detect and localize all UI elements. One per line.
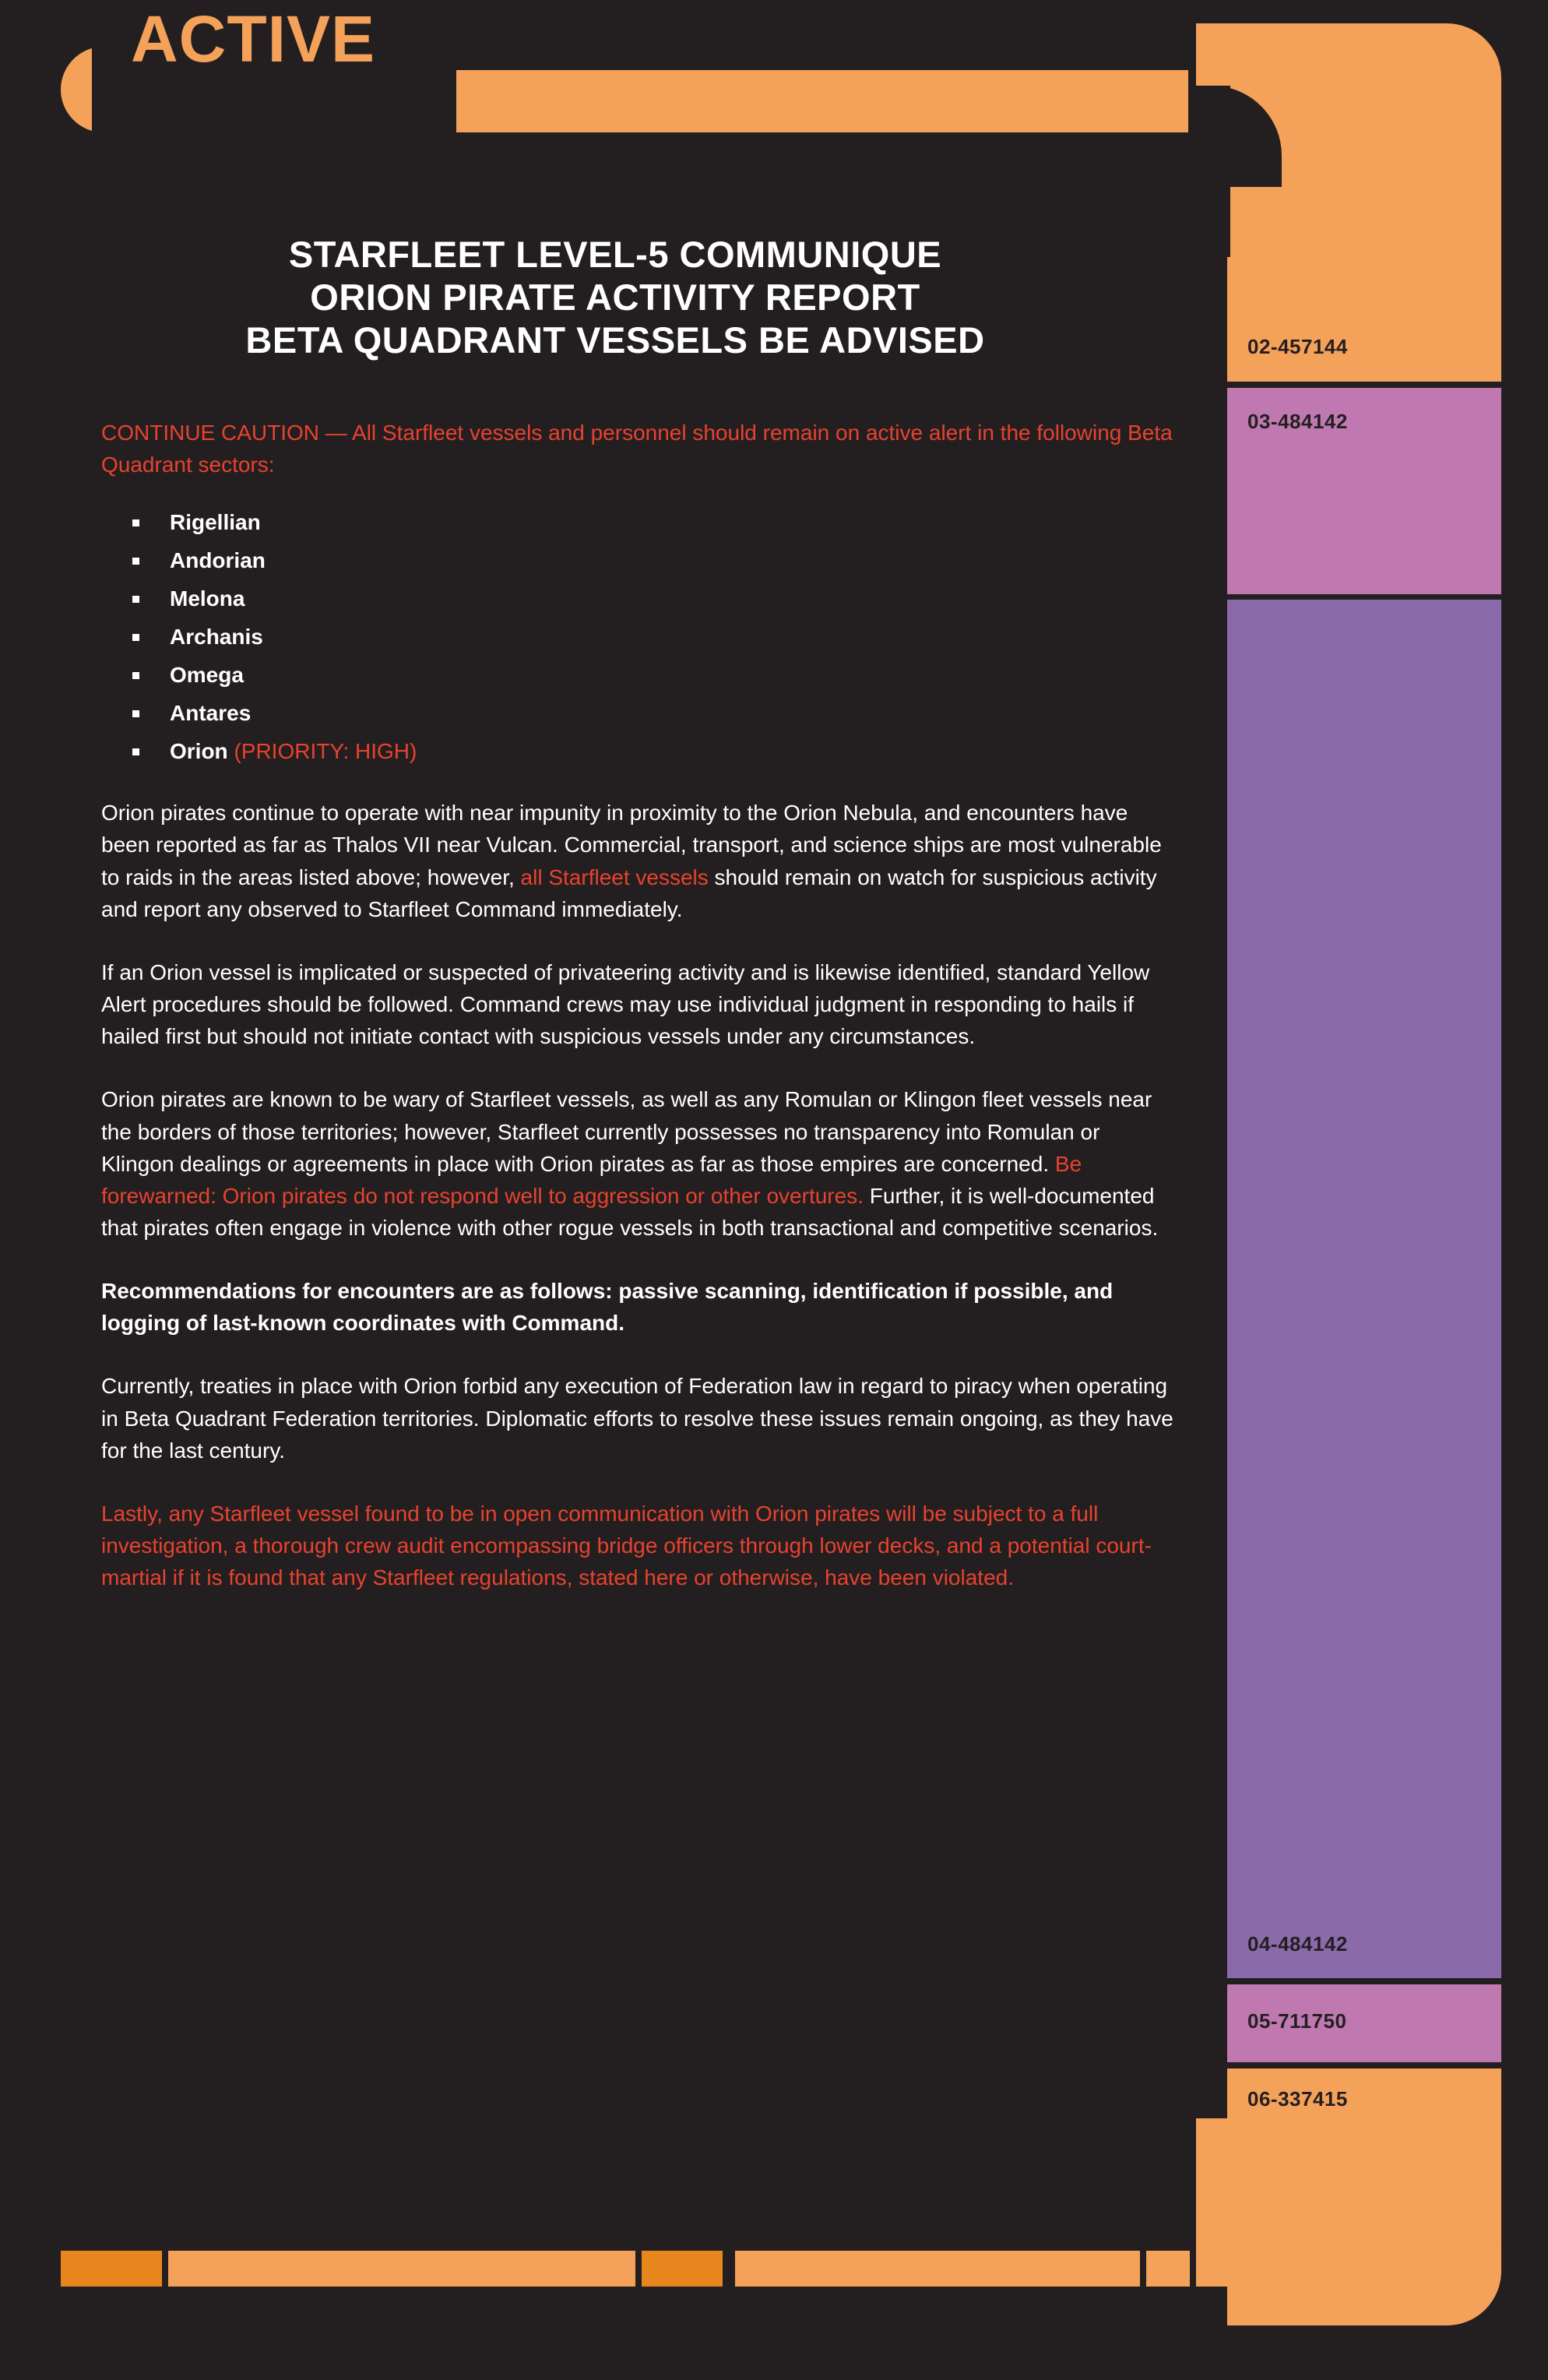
paragraph-2: If an Orion vessel is implicated or suspected of privateering activity and is likewise identified, standard Yellow Alert procedures should be followed. Command crews may use individual judgment in responding to hails if hailed first but should not initiate contact with suspicious vessels under any circumstances. xyxy=(101,959,1150,1049)
sector-name: Melona xyxy=(170,586,245,611)
paragraph-3-part-b: Further, it is well-documented that pirates often engage in violence with other rogue vessels in both transactional and competitive scenarios. xyxy=(101,1183,1159,1240)
caution-intro-paragraph: CONTINUE CAUTION — All Starfleet vessels and personnel should remain on active alert in the following Beta Quadrant sectors: xyxy=(101,420,1173,477)
list-item xyxy=(132,588,1176,610)
sector-name: Antares xyxy=(170,701,252,726)
paragraph-1-highlight: all Starfleet vessels xyxy=(520,864,709,889)
paragraph-6-warning: Lastly, any Starfleet vessel found to be in open communication with Orion pirates will be subject to a full investigation, a thorough crew audit encompassing bridge officers through lower decks, and a potential court-martial if it is found that any Starfleet regulations, stated here or otherwise, have been violated. xyxy=(101,1501,1152,1590)
list-item xyxy=(132,512,1176,533)
recommendations-paragraph: Recommendations for encounters are as follows: passive scanning, identification if possible, and logging of last-known coordinates with Command. xyxy=(101,1279,1114,1336)
top-bar-segment-a xyxy=(456,70,1188,132)
page-title-line-2: ORION PIRATE ACTIVITY REPORT xyxy=(310,276,920,318)
paragraph-3-highlight: Be forewarned: Orion pirates do not respond well to aggression or other overtures. xyxy=(101,1151,1082,1208)
sidebar-block-1[interactable] xyxy=(1227,257,1501,382)
bottom-bar-segment-2 xyxy=(168,2251,635,2287)
sector-name: Andorian xyxy=(170,548,266,573)
right-elbow-inner-gap xyxy=(1196,86,1230,375)
sidebar-code-label: 02-457144 xyxy=(1247,335,1348,358)
cap-notch xyxy=(92,47,114,132)
paragraph-3 xyxy=(101,1083,1176,1244)
paragraph-1-part-b: should remain on watch for suspicious activity and report any observed to Starfleet Command immediately. xyxy=(101,864,1157,921)
page-title-line-1: STARFLEET LEVEL-5 COMMUNIQUE xyxy=(288,234,942,275)
sector-priority: (PRIORITY: HIGH) xyxy=(234,739,417,764)
sector-name: Omega xyxy=(170,663,244,688)
bottom-bar-segment-5 xyxy=(1146,2251,1190,2287)
sidebar-block-4[interactable] xyxy=(1227,1984,1501,2062)
sector-name: Archanis xyxy=(170,625,263,650)
paragraph-1-part-a: Orion pirates continue to operate with near impunity in proximity to the Orion Nebula, and encounters have been reported as far as Thalos VII near Vulcan. Commercial, transport, and science ships are most vulnerable to raids in the areas listed above; however, xyxy=(101,801,1162,889)
bottom-bar-segment-3 xyxy=(642,2251,723,2287)
sidebar-code-label: 05-711750 xyxy=(1247,2009,1347,2033)
sector-list xyxy=(101,512,1176,762)
list-item xyxy=(132,702,1176,724)
sector-name: Rigellian xyxy=(170,510,261,535)
sector-name: Orion xyxy=(170,739,228,764)
sidebar-code-label: 06-337415 xyxy=(1247,2087,1348,2111)
bottom-elbow-frame xyxy=(1196,2118,1501,2287)
paragraph-3-part-a: Orion pirates are known to be wary of Starfleet vessels, as well as any Romulan or Klingon fleet vessels near the borders of those territories; however, Starfleet currently possesses no transparency into Romulan or Klingon dealings or agreements in place with Orion pirates as far as those empires are concerned. xyxy=(101,1087,1152,1176)
paragraph-1 xyxy=(101,797,1176,925)
list-item xyxy=(132,664,1176,686)
page-title-line-3: BETA QUADRANT VESSELS BE ADVISED xyxy=(245,319,985,361)
page-title xyxy=(101,234,1176,362)
bottom-bar-segment-1 xyxy=(61,2251,162,2287)
sidebar-code-label: 03-484142 xyxy=(1247,410,1348,433)
status-badge: ACTIVE xyxy=(131,2,376,76)
sidebar-block-3[interactable] xyxy=(1227,600,1501,1978)
list-item xyxy=(132,550,1176,572)
paragraph-5: Currently, treaties in place with Orion forbid any execution of Federation law in regard to piracy when operating in Beta Quadrant Federation territories. Diplomatic efforts to resolve these issues remain ongoing, as they have for the last century. xyxy=(101,1374,1173,1463)
sidebar-code-label: 04-484142 xyxy=(1247,1932,1348,1956)
sidebar-block-2[interactable] xyxy=(1227,388,1501,594)
document-body xyxy=(101,234,1176,1625)
list-item xyxy=(132,741,1176,762)
bottom-bar-segment-4 xyxy=(735,2251,1140,2287)
list-item xyxy=(132,626,1176,648)
